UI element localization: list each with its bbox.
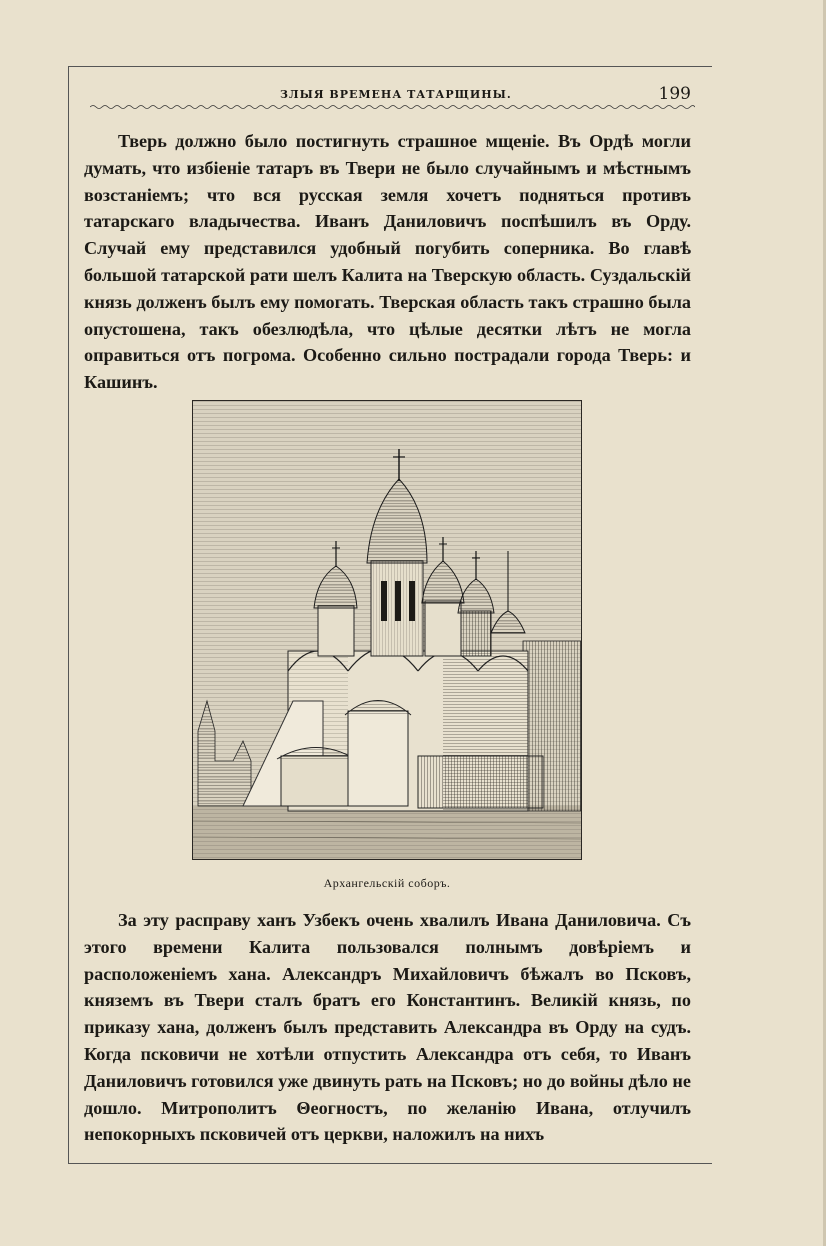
body-paragraph-1: Тверь должно было постигнуть страшное мщеніе. Въ Ордѣ могли думать, что избіеніе татаръ въ Твери не было случайнымъ и мѣстнымъ возстаніемъ; что вся русская земля хочетъ подняться противъ татарскаго владычества. Иванъ Даниловичъ поспѣшилъ въ Орду. Случай ему представился удобный погубить соперника. Во главѣ большой татарской рати шелъ Калита на Тверскую область. Суздальскій князь долженъ былъ ему помогать. Тверская область такъ страшно была опустошена, такъ обезлюдѣла, что цѣлые десятки лѣтъ не могла оправиться отъ погрома. Особенно сильно пострадали города Тверь: и Кашинъ. [84,131,691,393]
running-title: ЗЛЫЯ ВРЕМЕНА ТАТАРЩИНЫ. [280,88,512,101]
header-wavy-rule [90,104,695,110]
cathedral-engraving [192,400,582,860]
body-paragraph-2: За эту расправу ханъ Узбекъ очень хвалилъ Ивана Даниловича. Съ этого времени Калита пользовался полнымъ довѣріемъ и расположеніемъ хана. Александръ Михайловичъ бѣжалъ во Псковъ, княземъ въ Твери сталъ братъ его Константинъ. Великій князь, по приказу хана, долженъ былъ представить Александра въ Орду на судъ. Когда псковичи не хотѣли отпустить Александра отъ себя, то Иванъ Даниловичъ готовился уже двинуть рать на Псковъ; но до войны дѣло не дошло. Митрополитъ Θеогностъ, по желанію Ивана, отлучилъ непокорныхъ псковичей отъ церкви, наложилъ на нихъ [84,910,691,1145]
running-header [90,84,695,108]
page-number: 199 [658,84,691,104]
figure-caption: Архангельскій соборъ. [323,876,451,890]
